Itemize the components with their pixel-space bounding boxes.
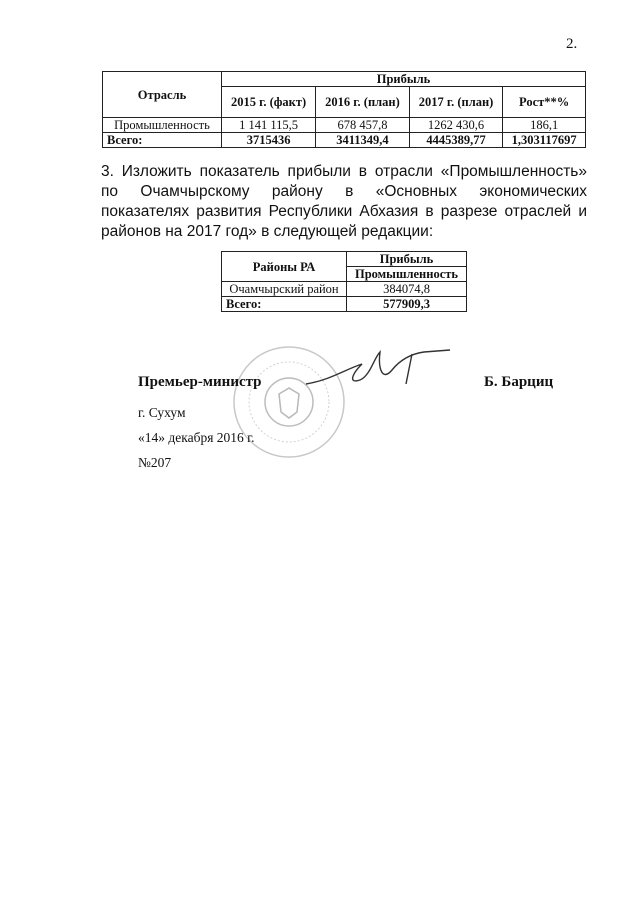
total-2016: 3411349,4 xyxy=(316,133,410,148)
header-2015: 2015 г. (факт) xyxy=(222,87,316,118)
table-total-row xyxy=(222,297,467,312)
total-value-2: 577909,3 xyxy=(347,297,467,312)
cell-sector: Промышленность xyxy=(103,118,222,133)
signatory-title: Премьер-министр xyxy=(138,374,262,390)
cell-growth: 186,1 xyxy=(503,118,586,133)
document-date: «14» декабря 2016 г. xyxy=(138,430,255,445)
header-sector: Отрасль xyxy=(103,72,222,118)
total-2017: 4445389,77 xyxy=(409,133,503,148)
page-number: 2. xyxy=(566,36,578,52)
table-row xyxy=(103,118,586,133)
cell-2015: 1 141 115,5 xyxy=(222,118,316,133)
header-2016: 2016 г. (план) xyxy=(316,87,410,118)
document-place: г. Сухум xyxy=(138,405,186,420)
profit-table xyxy=(102,71,586,148)
cell-2016: 678 457,8 xyxy=(316,118,410,133)
total-label-2: Всего: xyxy=(222,297,347,312)
signatory-name: Б. Барциц xyxy=(484,374,554,390)
header-region: Районы РА xyxy=(222,252,347,282)
total-label: Всего: xyxy=(103,133,222,148)
header-growth: Рост**% xyxy=(503,87,586,118)
cell-region-value: 384074,8 xyxy=(347,282,467,297)
header-profit: Прибыль xyxy=(222,72,586,87)
total-2015: 3715436 xyxy=(222,133,316,148)
region-table xyxy=(221,251,467,312)
header-profit-2: Прибыль xyxy=(347,252,467,267)
document-number: №207 xyxy=(138,455,172,470)
cell-2017: 1262 430,6 xyxy=(409,118,503,133)
total-growth: 1,303117697 xyxy=(503,133,586,148)
header-2017: 2017 г. (план) xyxy=(409,87,503,118)
paragraph-3: 3. Изложить показатель прибыли в отрасли «Промышленность» по Очамчырскому району в «Основных экономических показателях развития Республики Абхазия в разрезе отраслей и районов на 2017 год» в следующей редакции: xyxy=(101,163,587,240)
table-row xyxy=(222,282,467,297)
table-total-row xyxy=(103,133,586,148)
header-industry: Промышленность xyxy=(347,267,467,282)
cell-region: Очамчырский район xyxy=(222,282,347,297)
signature-scribble xyxy=(300,340,460,396)
